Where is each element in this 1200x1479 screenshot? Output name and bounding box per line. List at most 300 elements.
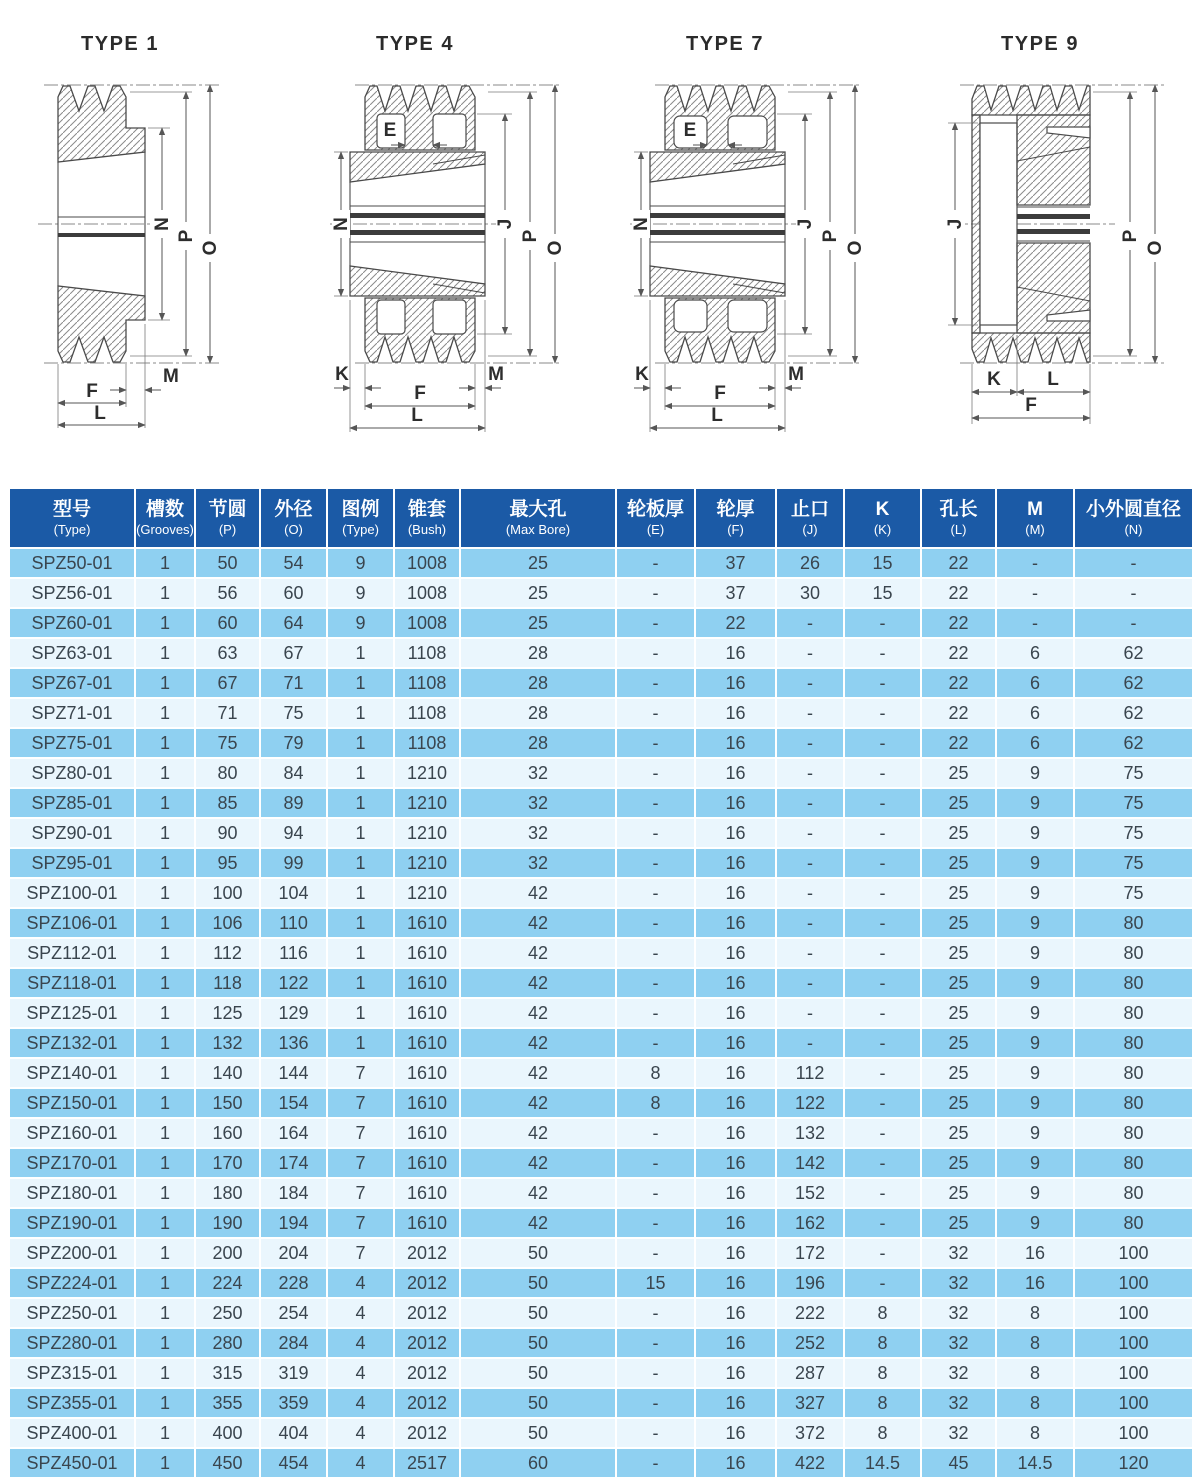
- value-cell: 140: [195, 1058, 260, 1088]
- value-cell: -: [996, 578, 1074, 608]
- value-cell: 1: [135, 548, 195, 578]
- value-cell: 32: [921, 1388, 996, 1418]
- value-cell: 1: [327, 998, 394, 1028]
- value-cell: 32: [460, 788, 616, 818]
- col-header-f: 轮厚 (F): [695, 488, 776, 548]
- pulley-diagrams: [0, 0, 1200, 462]
- value-cell: 1: [135, 1298, 195, 1328]
- value-cell: 1210: [394, 878, 460, 908]
- col-header-max-bore: 最大孔 (Max Bore): [460, 488, 616, 548]
- value-cell: 7: [327, 1088, 394, 1118]
- value-cell: 62: [1074, 728, 1193, 758]
- value-cell: 287: [776, 1358, 844, 1388]
- value-cell: 80: [1074, 998, 1193, 1028]
- value-cell: -: [776, 668, 844, 698]
- value-cell: 50: [460, 1268, 616, 1298]
- value-cell: -: [844, 938, 921, 968]
- model-cell: SPZ112-01: [9, 938, 135, 968]
- value-cell: -: [616, 668, 695, 698]
- value-cell: 75: [1074, 788, 1193, 818]
- value-cell: -: [616, 698, 695, 728]
- value-cell: 42: [460, 938, 616, 968]
- value-cell: 2012: [394, 1268, 460, 1298]
- value-cell: -: [844, 1148, 921, 1178]
- dim-label-p: P: [176, 229, 197, 243]
- value-cell: 80: [1074, 938, 1193, 968]
- value-cell: 228: [260, 1268, 327, 1298]
- value-cell: 37: [695, 548, 776, 578]
- value-cell: 170: [195, 1148, 260, 1178]
- value-cell: -: [616, 1298, 695, 1328]
- value-cell: 1008: [394, 548, 460, 578]
- value-cell: 1: [135, 1058, 195, 1088]
- value-cell: 7: [327, 1238, 394, 1268]
- value-cell: 136: [260, 1028, 327, 1058]
- value-cell: 1: [135, 1358, 195, 1388]
- table-row: [9, 848, 1193, 878]
- model-cell: SPZ95-01: [9, 848, 135, 878]
- value-cell: 67: [260, 638, 327, 668]
- value-cell: 1: [135, 638, 195, 668]
- value-cell: 25: [921, 1088, 996, 1118]
- model-cell: SPZ140-01: [9, 1058, 135, 1088]
- value-cell: 22: [695, 608, 776, 638]
- value-cell: -: [616, 1358, 695, 1388]
- value-cell: 1: [135, 758, 195, 788]
- dim-label-o: O: [545, 240, 566, 256]
- value-cell: 16: [695, 788, 776, 818]
- value-cell: 1: [135, 938, 195, 968]
- value-cell: 95: [195, 848, 260, 878]
- value-cell: 122: [776, 1088, 844, 1118]
- value-cell: 16: [695, 758, 776, 788]
- value-cell: 15: [844, 578, 921, 608]
- value-cell: 1610: [394, 1118, 460, 1148]
- value-cell: 1: [135, 698, 195, 728]
- value-cell: -: [616, 1028, 695, 1058]
- value-cell: 152: [776, 1178, 844, 1208]
- dim-label-m: M: [788, 364, 804, 385]
- value-cell: -: [776, 968, 844, 998]
- value-cell: 4: [327, 1298, 394, 1328]
- value-cell: 42: [460, 1058, 616, 1088]
- value-cell: 25: [460, 608, 616, 638]
- value-cell: 4: [327, 1358, 394, 1388]
- value-cell: 16: [695, 818, 776, 848]
- table-row: [9, 1118, 1193, 1148]
- table-row: [9, 908, 1193, 938]
- value-cell: 1: [135, 1088, 195, 1118]
- dim-label-k: K: [987, 369, 1001, 390]
- value-cell: -: [776, 608, 844, 638]
- value-cell: 8: [996, 1298, 1074, 1328]
- value-cell: 7: [327, 1148, 394, 1178]
- value-cell: 1210: [394, 848, 460, 878]
- value-cell: 16: [695, 908, 776, 938]
- col-header-pitch: 节圆 (P): [195, 488, 260, 548]
- value-cell: 80: [1074, 1208, 1193, 1238]
- value-cell: 404: [260, 1418, 327, 1448]
- table-row: [9, 998, 1193, 1028]
- value-cell: 100: [1074, 1268, 1193, 1298]
- value-cell: -: [776, 788, 844, 818]
- value-cell: 75: [260, 698, 327, 728]
- value-cell: 1108: [394, 668, 460, 698]
- value-cell: 84: [260, 758, 327, 788]
- value-cell: 118: [195, 968, 260, 998]
- value-cell: 85: [195, 788, 260, 818]
- value-cell: 16: [695, 1388, 776, 1418]
- value-cell: 1: [327, 788, 394, 818]
- table-row: [9, 668, 1193, 698]
- value-cell: -: [844, 968, 921, 998]
- value-cell: -: [1074, 608, 1193, 638]
- col-header-l: 孔长 (L): [921, 488, 996, 548]
- value-cell: 22: [921, 668, 996, 698]
- value-cell: 79: [260, 728, 327, 758]
- value-cell: 22: [921, 578, 996, 608]
- value-cell: 106: [195, 908, 260, 938]
- value-cell: 25: [460, 548, 616, 578]
- col-header-e: 轮板厚 (E): [616, 488, 695, 548]
- model-cell: SPZ160-01: [9, 1118, 135, 1148]
- col-header-model: 型号 (Type): [9, 488, 135, 548]
- value-cell: 1108: [394, 698, 460, 728]
- value-cell: 32: [921, 1268, 996, 1298]
- value-cell: 1: [135, 1208, 195, 1238]
- value-cell: -: [844, 788, 921, 818]
- model-cell: SPZ63-01: [9, 638, 135, 668]
- table-row: [9, 1178, 1193, 1208]
- value-cell: 80: [1074, 908, 1193, 938]
- value-cell: 6: [996, 698, 1074, 728]
- dim-label-j: J: [795, 218, 816, 230]
- value-cell: 14.5: [996, 1448, 1074, 1478]
- dim-label-f: F: [414, 383, 426, 404]
- diagram-title: TYPE 4: [376, 33, 454, 55]
- value-cell: 1: [135, 1448, 195, 1478]
- value-cell: 62: [1074, 668, 1193, 698]
- value-cell: 450: [195, 1448, 260, 1478]
- value-cell: 32: [921, 1298, 996, 1328]
- value-cell: 4: [327, 1448, 394, 1478]
- value-cell: 1: [135, 788, 195, 818]
- col-header-bush: 锥套 (Bush): [394, 488, 460, 548]
- value-cell: 1610: [394, 1178, 460, 1208]
- table-row: [9, 578, 1193, 608]
- value-cell: 60: [195, 608, 260, 638]
- value-cell: 54: [260, 548, 327, 578]
- value-cell: 90: [195, 818, 260, 848]
- value-cell: 1610: [394, 1058, 460, 1088]
- table-row: [9, 1238, 1193, 1268]
- value-cell: 9: [327, 608, 394, 638]
- value-cell: 355: [195, 1388, 260, 1418]
- value-cell: 25: [921, 1058, 996, 1088]
- value-cell: 6: [996, 668, 1074, 698]
- value-cell: -: [616, 1178, 695, 1208]
- value-cell: -: [616, 788, 695, 818]
- value-cell: 1610: [394, 968, 460, 998]
- value-cell: 1008: [394, 578, 460, 608]
- value-cell: 1: [327, 728, 394, 758]
- table-row: [9, 1208, 1193, 1238]
- value-cell: 16: [695, 1298, 776, 1328]
- value-cell: 16: [695, 968, 776, 998]
- value-cell: 172: [776, 1238, 844, 1268]
- value-cell: -: [776, 878, 844, 908]
- col-header-grooves: 槽数 (Grooves): [135, 488, 195, 548]
- model-cell: SPZ56-01: [9, 578, 135, 608]
- value-cell: -: [616, 818, 695, 848]
- spec-table: [8, 487, 1194, 1479]
- value-cell: 25: [921, 818, 996, 848]
- value-cell: 25: [921, 938, 996, 968]
- value-cell: 9: [996, 878, 1074, 908]
- value-cell: 16: [695, 1448, 776, 1478]
- col-header-n: 小外圆直径 (N): [1074, 488, 1193, 548]
- value-cell: 16: [695, 1148, 776, 1178]
- dim-label-f: F: [1025, 395, 1037, 416]
- value-cell: 8: [996, 1418, 1074, 1448]
- value-cell: -: [616, 1388, 695, 1418]
- value-cell: 190: [195, 1208, 260, 1238]
- value-cell: 1: [327, 968, 394, 998]
- value-cell: 8: [844, 1328, 921, 1358]
- value-cell: 75: [1074, 818, 1193, 848]
- table-row: [9, 1418, 1193, 1448]
- value-cell: 25: [921, 908, 996, 938]
- spec-table-header: [9, 488, 1193, 548]
- value-cell: 9: [327, 548, 394, 578]
- value-cell: 200: [195, 1238, 260, 1268]
- value-cell: 42: [460, 1118, 616, 1148]
- value-cell: 9: [996, 788, 1074, 818]
- value-cell: 94: [260, 818, 327, 848]
- table-row: [9, 968, 1193, 998]
- value-cell: 1: [327, 878, 394, 908]
- value-cell: -: [844, 818, 921, 848]
- model-cell: SPZ180-01: [9, 1178, 135, 1208]
- value-cell: 100: [1074, 1358, 1193, 1388]
- value-cell: 8: [616, 1058, 695, 1088]
- value-cell: 28: [460, 668, 616, 698]
- value-cell: 196: [776, 1268, 844, 1298]
- value-cell: 16: [695, 848, 776, 878]
- value-cell: 9: [996, 818, 1074, 848]
- value-cell: 22: [921, 608, 996, 638]
- value-cell: 42: [460, 1148, 616, 1178]
- table-row: [9, 638, 1193, 668]
- value-cell: 2012: [394, 1388, 460, 1418]
- value-cell: 80: [1074, 1058, 1193, 1088]
- value-cell: 32: [460, 818, 616, 848]
- model-cell: SPZ224-01: [9, 1268, 135, 1298]
- table-row: [9, 1268, 1193, 1298]
- value-cell: 30: [776, 578, 844, 608]
- value-cell: 50: [460, 1388, 616, 1418]
- value-cell: -: [616, 1148, 695, 1178]
- value-cell: 1: [135, 1178, 195, 1208]
- value-cell: 4: [327, 1418, 394, 1448]
- value-cell: 2012: [394, 1418, 460, 1448]
- value-cell: 1: [135, 1328, 195, 1358]
- value-cell: 16: [695, 698, 776, 728]
- value-cell: 1: [135, 1148, 195, 1178]
- value-cell: 16: [695, 1058, 776, 1088]
- type-9-diagram: [900, 0, 1200, 462]
- value-cell: -: [844, 1238, 921, 1268]
- value-cell: 45: [921, 1448, 996, 1478]
- model-cell: SPZ190-01: [9, 1208, 135, 1238]
- value-cell: -: [616, 938, 695, 968]
- value-cell: -: [616, 878, 695, 908]
- value-cell: 1: [327, 908, 394, 938]
- table-row: [9, 1028, 1193, 1058]
- value-cell: 8: [844, 1388, 921, 1418]
- dim-label-o: O: [1145, 240, 1166, 256]
- model-cell: SPZ150-01: [9, 1088, 135, 1118]
- value-cell: 8: [996, 1328, 1074, 1358]
- value-cell: 32: [460, 758, 616, 788]
- value-cell: 100: [1074, 1328, 1193, 1358]
- value-cell: -: [844, 608, 921, 638]
- value-cell: 9: [327, 578, 394, 608]
- value-cell: -: [776, 998, 844, 1028]
- value-cell: 9: [996, 1148, 1074, 1178]
- value-cell: 42: [460, 1208, 616, 1238]
- dim-label-j: J: [495, 218, 516, 230]
- value-cell: 400: [195, 1418, 260, 1448]
- value-cell: -: [776, 758, 844, 788]
- type-4-diagram: [300, 0, 600, 462]
- table-row: [9, 1088, 1193, 1118]
- value-cell: 100: [1074, 1388, 1193, 1418]
- dim-label-k: K: [335, 364, 349, 385]
- dim-label-p: P: [520, 229, 541, 243]
- value-cell: 80: [1074, 1028, 1193, 1058]
- dim-label-j: J: [945, 218, 966, 230]
- value-cell: -: [844, 1028, 921, 1058]
- value-cell: 1: [135, 1388, 195, 1418]
- model-cell: SPZ280-01: [9, 1328, 135, 1358]
- value-cell: -: [776, 818, 844, 848]
- value-cell: 1: [135, 608, 195, 638]
- value-cell: 63: [195, 638, 260, 668]
- value-cell: 80: [1074, 1088, 1193, 1118]
- value-cell: 1: [327, 848, 394, 878]
- value-cell: 4: [327, 1268, 394, 1298]
- value-cell: 422: [776, 1448, 844, 1478]
- model-cell: SPZ200-01: [9, 1238, 135, 1268]
- value-cell: 359: [260, 1388, 327, 1418]
- dim-label-l: L: [411, 405, 423, 426]
- value-cell: -: [776, 698, 844, 728]
- value-cell: -: [844, 728, 921, 758]
- value-cell: -: [776, 938, 844, 968]
- spec-table-body: [9, 548, 1193, 1478]
- value-cell: -: [616, 998, 695, 1028]
- value-cell: 1108: [394, 638, 460, 668]
- dim-label-l: L: [94, 403, 106, 424]
- value-cell: 180: [195, 1178, 260, 1208]
- table-row: [9, 728, 1193, 758]
- value-cell: 1: [327, 938, 394, 968]
- value-cell: 7: [327, 1118, 394, 1148]
- value-cell: 150: [195, 1088, 260, 1118]
- type-1-diagram: [0, 0, 300, 462]
- table-row: [9, 878, 1193, 908]
- value-cell: 15: [844, 548, 921, 578]
- value-cell: 1: [327, 668, 394, 698]
- model-cell: SPZ118-01: [9, 968, 135, 998]
- value-cell: 1: [135, 728, 195, 758]
- model-cell: SPZ132-01: [9, 1028, 135, 1058]
- value-cell: 16: [695, 668, 776, 698]
- value-cell: 25: [921, 1028, 996, 1058]
- value-cell: 224: [195, 1268, 260, 1298]
- model-cell: SPZ50-01: [9, 548, 135, 578]
- value-cell: 1: [135, 878, 195, 908]
- value-cell: 284: [260, 1328, 327, 1358]
- value-cell: -: [1074, 578, 1193, 608]
- value-cell: 71: [260, 668, 327, 698]
- value-cell: 1: [135, 1118, 195, 1148]
- value-cell: 6: [996, 638, 1074, 668]
- value-cell: 1610: [394, 1208, 460, 1238]
- value-cell: 32: [460, 848, 616, 878]
- value-cell: 25: [921, 1178, 996, 1208]
- table-row: [9, 548, 1193, 578]
- value-cell: 1: [135, 908, 195, 938]
- value-cell: -: [776, 848, 844, 878]
- value-cell: -: [616, 848, 695, 878]
- value-cell: 25: [921, 1208, 996, 1238]
- value-cell: 9: [996, 848, 1074, 878]
- value-cell: 9: [996, 1118, 1074, 1148]
- dim-label-m: M: [163, 366, 179, 387]
- model-cell: SPZ450-01: [9, 1448, 135, 1478]
- value-cell: -: [844, 1058, 921, 1088]
- value-cell: 67: [195, 668, 260, 698]
- value-cell: 16: [695, 1328, 776, 1358]
- value-cell: 75: [1074, 758, 1193, 788]
- value-cell: 4: [327, 1328, 394, 1358]
- value-cell: 7: [327, 1058, 394, 1088]
- model-cell: SPZ60-01: [9, 608, 135, 638]
- value-cell: -: [844, 1088, 921, 1118]
- value-cell: 25: [921, 848, 996, 878]
- value-cell: 1: [135, 1238, 195, 1268]
- value-cell: 32: [921, 1328, 996, 1358]
- col-header-figure: 图例 (Type): [327, 488, 394, 548]
- value-cell: 1: [135, 968, 195, 998]
- value-cell: 1108: [394, 728, 460, 758]
- value-cell: -: [996, 608, 1074, 638]
- col-header-od: 外径 (O): [260, 488, 327, 548]
- model-cell: SPZ100-01: [9, 878, 135, 908]
- diagram-title: TYPE 7: [686, 33, 764, 55]
- value-cell: 50: [460, 1418, 616, 1448]
- value-cell: 25: [921, 998, 996, 1028]
- value-cell: 280: [195, 1328, 260, 1358]
- value-cell: 100: [1074, 1238, 1193, 1268]
- value-cell: 25: [460, 578, 616, 608]
- value-cell: 100: [1074, 1418, 1193, 1448]
- value-cell: -: [616, 548, 695, 578]
- value-cell: 1: [327, 638, 394, 668]
- dim-label-m: M: [488, 364, 504, 385]
